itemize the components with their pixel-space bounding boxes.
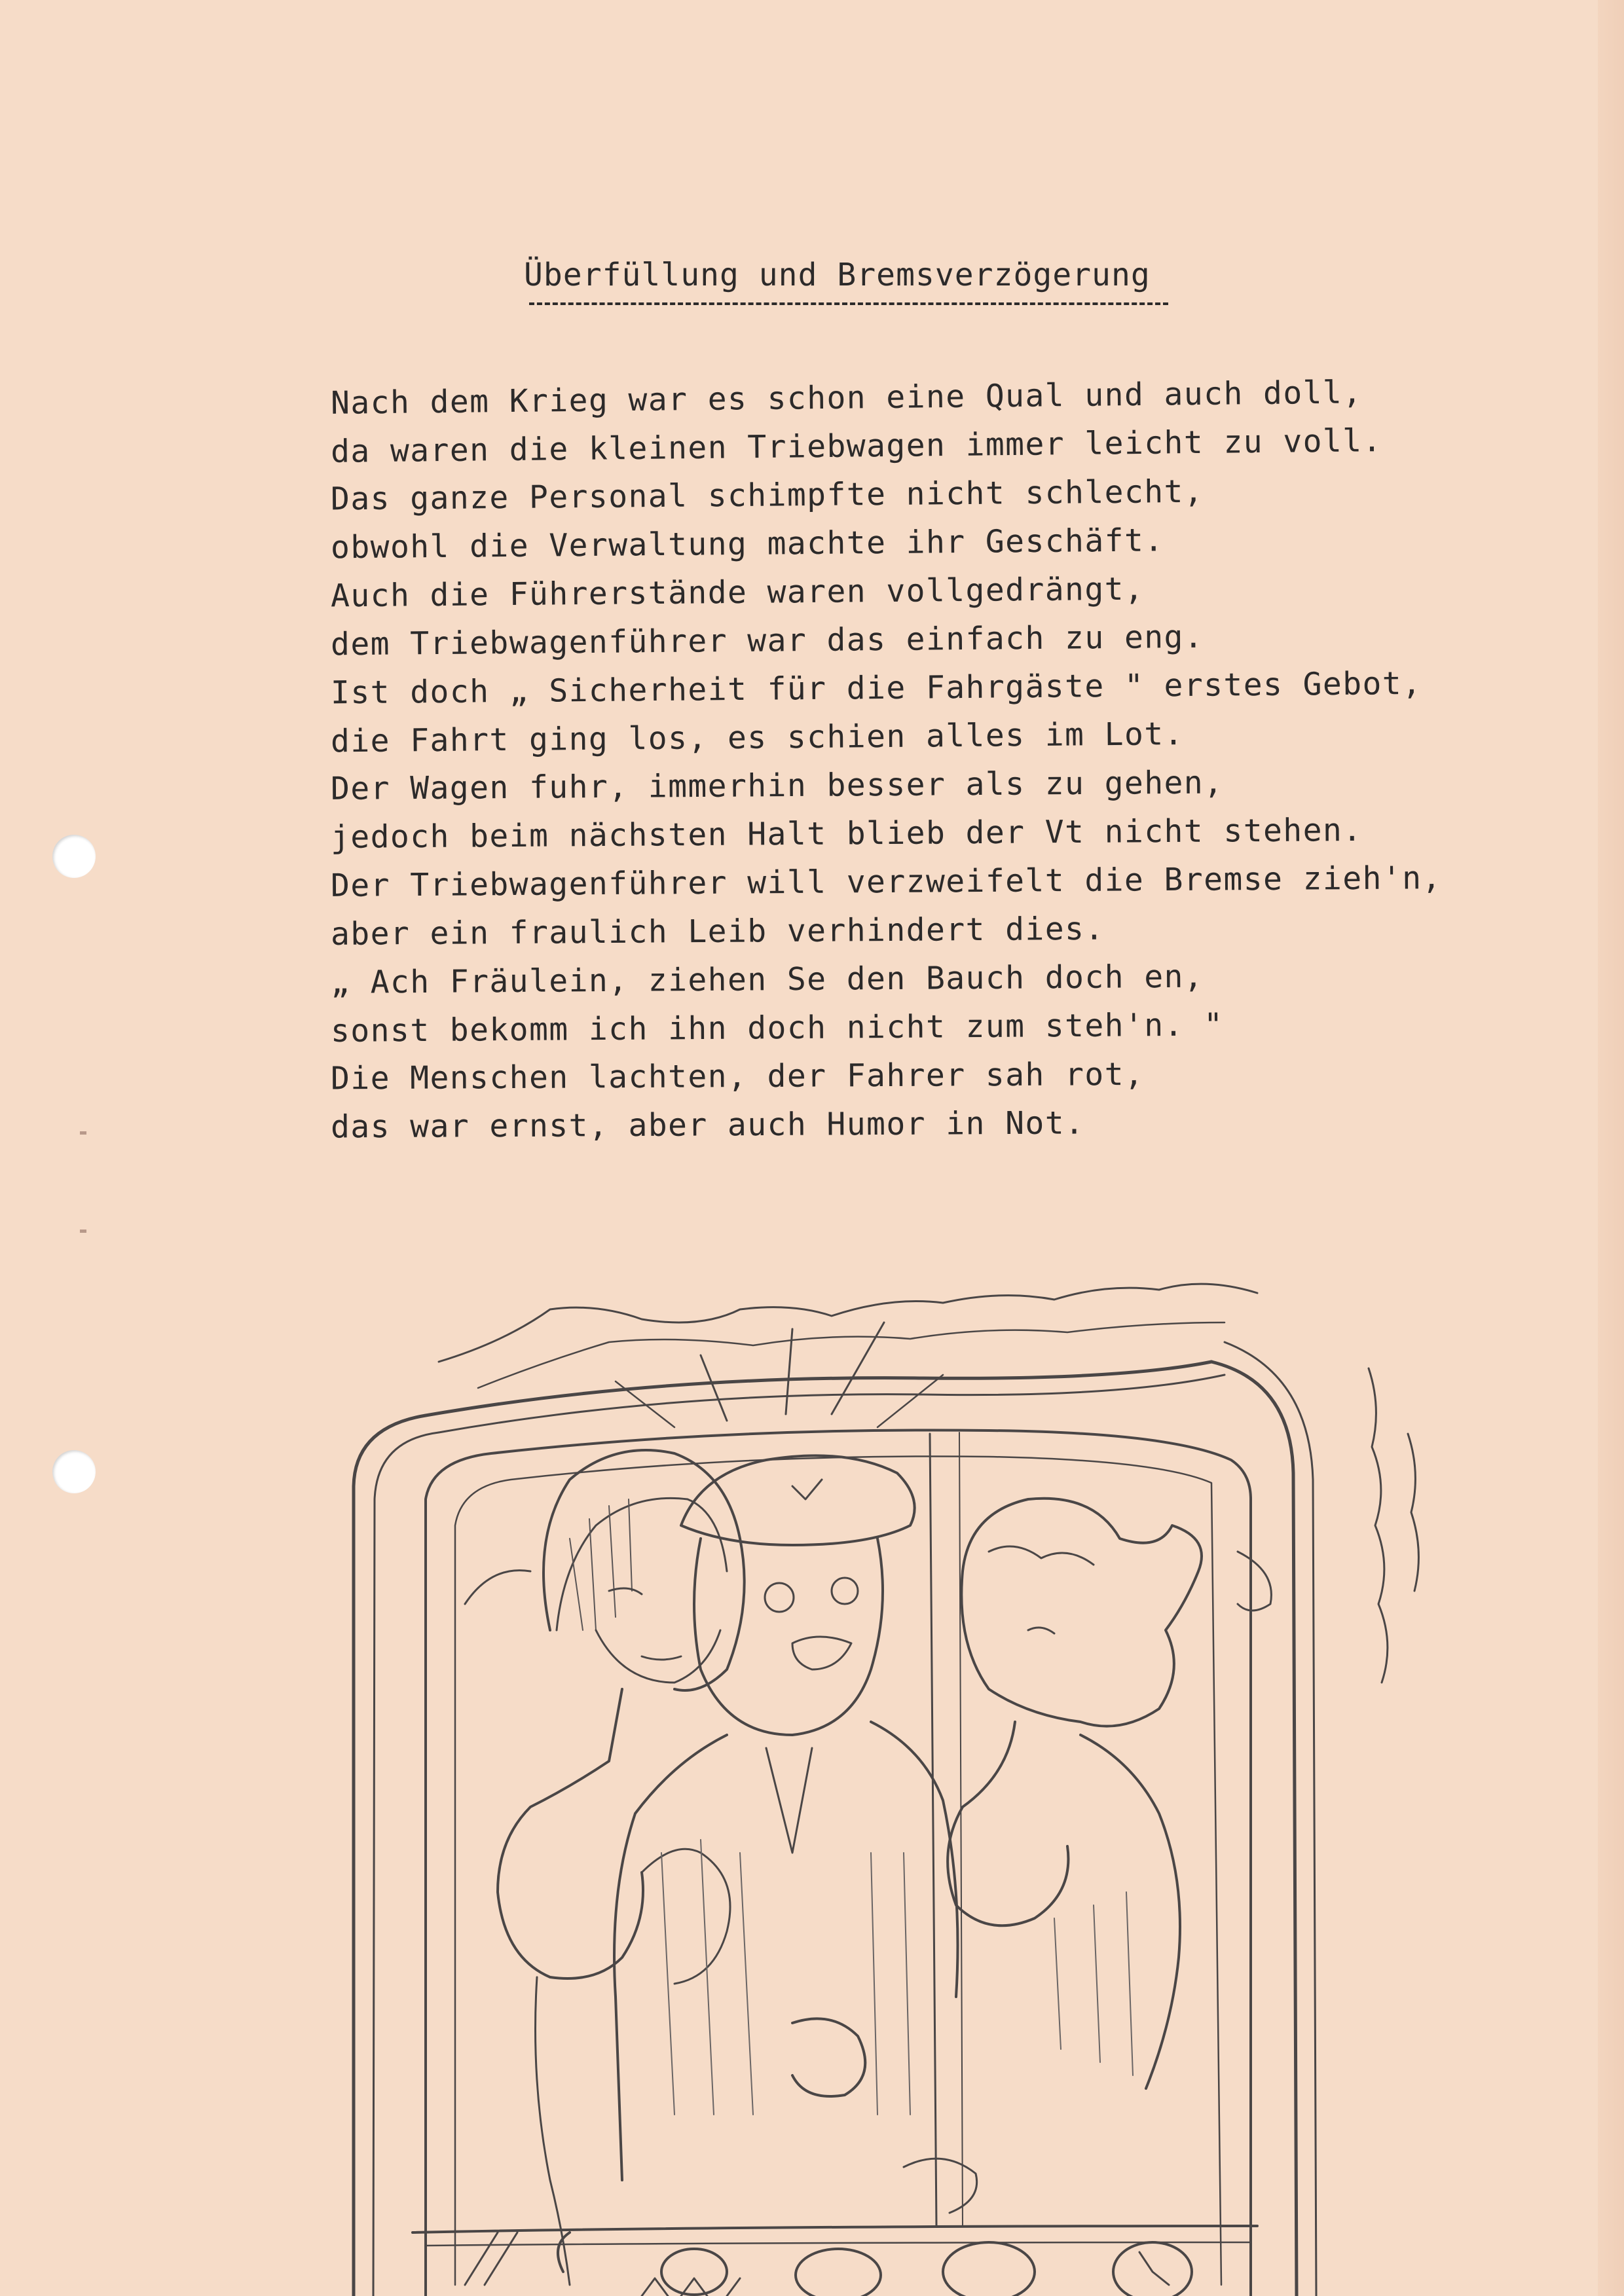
poem-line: Auch die Führerstände waren vollgedrängt,	[330, 570, 1145, 615]
poem-line: Die Menschen lachten, der Fahrer sah rot,	[330, 1055, 1145, 1097]
document-title: Überfüllung und Bremsverzögerung	[524, 257, 1151, 293]
title-underline	[529, 302, 1168, 305]
poem-line: Das ganze Personal schimpfte nicht schlecht,	[330, 473, 1204, 518]
poem-line: obwohl die Verwaltung machte ihr Geschäft.	[330, 522, 1164, 566]
poem-line: Der Wagen fuhr, immerhin besser als zu gehen,	[330, 764, 1224, 807]
poem-line: Der Triebwagenführer will verzweifelt die Bremse zieh'n,	[330, 860, 1442, 904]
poem-line: da waren die kleinen Triebwagen immer leicht zu voll.	[330, 422, 1383, 470]
poem-line: aber ein fraulich Leib verhindert dies.	[330, 910, 1105, 953]
poem-line: Ist doch „ Sicherheit für die Fahrgäste " erstes Gebot,	[330, 665, 1422, 712]
paper-edge	[1598, 0, 1624, 2296]
margin-mark	[80, 1131, 86, 1135]
punch-hole-bottom	[52, 1450, 96, 1493]
poem-line: das war ernst, aber auch Humor in Not.	[330, 1104, 1085, 1146]
poem	[331, 373, 1442, 1148]
poem-line: „ Ach Fräulein, ziehen Se den Bauch doch en,	[330, 958, 1204, 1001]
tram-cab-illustration	[334, 1264, 1447, 2296]
margin-mark	[80, 1230, 86, 1233]
poem-line: Nach dem Krieg war es schon eine Qual und auch doll,	[330, 374, 1363, 422]
poem-line: sonst bekomm ich ihn doch nicht zum steh'n. "	[330, 1006, 1224, 1049]
poem-line: die Fahrt ging los, es schien alles im Lot.	[330, 716, 1185, 760]
pencil-sketch-tram-cab-icon	[334, 1264, 1447, 2296]
poem-line: jedoch beim nächsten Halt blieb der Vt nicht stehen.	[330, 811, 1363, 856]
poem-line: dem Triebwagenführer war das einfach zu eng.	[330, 618, 1204, 663]
punch-hole-top	[52, 835, 96, 878]
